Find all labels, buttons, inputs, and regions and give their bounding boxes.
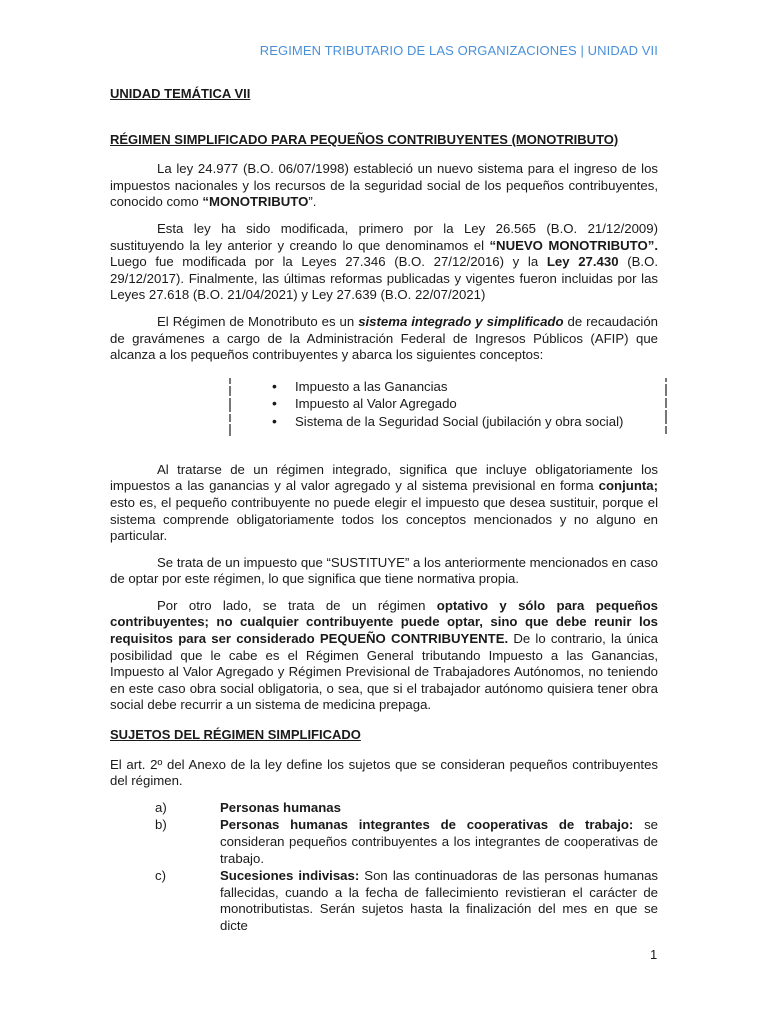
list-letter: a): [155, 799, 167, 815]
list-item: b) Personas humanas integrantes de cooperativas de trabajo: se consideran pequeños contribuyentes a los integrantes de cooperativas de trabajo.: [110, 817, 658, 867]
list-item: • Sistema de la Seguridad Social (jubilación y obra social): [270, 413, 658, 430]
paragraph-law-modifications: Esta ley ha sido modificada, primero por la Ley 26.565 (B.O. 21/12/2009) sustituyendo la ley anterior y creando lo que denominamos el “NUEVO MONOTRIBUTO”. Luego fue modificada por la Leyes 27.346 (B.O. 27/12/2016) y la Ley 27.430 (B.O. 29/12/2017). Finalmente, las últimas reformas publicadas y vigentes fueron incluidas por las Leyes 27.618 (B.O. 21/04/2021) y Ley 27.639 (B.O. 22/07/2021): [110, 220, 658, 303]
concepts-list: [110, 378, 658, 430]
paragraph-optional-regime: Por otro lado, se trata de un régimen optativo y sólo para pequeños contribuyentes; no cualquier contribuyente puede optar, sino que debe reunir los requisitos para ser considerado PEQUEÑO CONTRIBUYENTE. De lo contrario, la única posibilidad que le cabe es el Régimen General tributando Impuesto a las Ganancias, Impuesto al Valor Agregado y Régimen Previsional de Trabajadores Autónomos, no teniendo en este caso obra social obligatoria, o sea, que si el trabajador autónomo quisiera tener obra social debe recurrir a un sistema de medicina prepaga.: [110, 597, 658, 713]
subjects-list: [110, 800, 658, 935]
regime-title: RÉGIMEN SIMPLIFICADO PARA PEQUEÑOS CONTRIBUYENTES (MONOTRIBUTO): [110, 131, 619, 147]
subjects-title: SUJETOS DEL RÉGIMEN SIMPLIFICADO: [110, 727, 361, 743]
list-item: • Impuesto al Valor Agregado: [270, 395, 658, 412]
unit-title: UNIDAD TEMÁTICA VII: [110, 86, 251, 101]
list-item: c) Sucesiones indivisas: Son las continuadoras de las personas humanas fallecidas, cuando a la fecha de fallecimiento revistieran el carácter de monotributistas. Serán sujetos hasta la finalización del mes en que se dicte: [110, 868, 658, 934]
concepts-block: [110, 378, 658, 450]
list-letter: c): [155, 868, 166, 884]
list-letter: b): [155, 817, 167, 833]
paragraph-law-origin: La ley 24.977 (B.O. 06/07/1998) estableció un nuevo sistema para el ingreso de los impuestos nacionales y los recursos de la seguridad social de los pequeños contribuyentes, conocido como “MONOTRIBUTO”.: [110, 161, 658, 210]
list-item: • Impuesto a las Ganancias: [270, 378, 658, 395]
paragraph-subjects-intro: El art. 2º del Anexo de la ley define los sujetos que se consideran pequeños contribuyentes del régimen.: [110, 756, 658, 789]
paragraph-substitutes: Se trata de un impuesto que “SUSTITUYE” a los anteriormente mencionados en caso de optar por este régimen, lo que significa que tiene normativa propia.: [110, 554, 658, 587]
document-body: [110, 86, 658, 936]
paragraph-integrated-regime: Al tratarse de un régimen integrado, significa que incluye obligatoriamente los impuestos a las ganancias y al valor agregado y al sistema previsional en forma conjunta; esto es, el pequeño contribuyente no puede elegir el impuesto que desea sustituir, porque el sistema comprende obligatoriamente todos los conceptos mencionados y no alguno en particular.: [110, 461, 658, 544]
list-item: a) Personas humanas: [110, 800, 658, 817]
page-number: 1: [650, 947, 658, 962]
paragraph-regime-definition: El Régimen de Monotributo es un sistema integrado y simplificado de recaudación de gravámenes a cargo de la Administración Federal de Ingresos Públicos (AFIP) que alcanza a los pequeños contribuyentes y abarca los siguientes conceptos:: [110, 313, 658, 363]
scan-mark-right: [665, 378, 668, 440]
running-header: REGIMEN TRIBUTARIO DE LAS ORGANIZACIONES | UNIDAD VII: [259, 43, 658, 58]
